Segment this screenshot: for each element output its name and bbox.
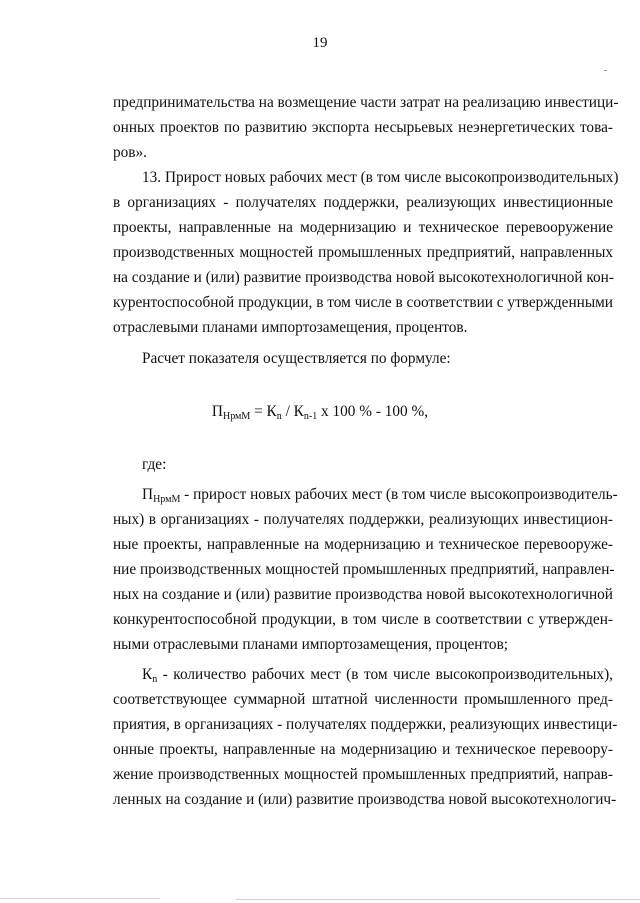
text-line: соответствующее суммарной штатной численности промышленного пред- bbox=[113, 691, 613, 708]
text-line: ных на создание и (или) развитие производства новой высокотехнологичной bbox=[113, 586, 613, 603]
text-line: курентоспособной продукции, в том числе в соответствии с утвержденными bbox=[113, 294, 613, 311]
definition-text: - количество рабочих мест (в том числе высокопроизводительных), bbox=[157, 666, 613, 683]
text-line: конкурентоспособной продукции, в том числе в соответствии с утвержден- bbox=[113, 611, 613, 628]
text-line: производственных мощностей промышленных предприятий, направленных bbox=[113, 244, 613, 261]
formula-sub-n-1: n-1 bbox=[303, 411, 318, 422]
text-line: онные проекты, направленные на модернизацию и техническое перевоору- bbox=[113, 741, 613, 758]
text-line: на создание и (или) развитие производства новой высокотехнологичной кон- bbox=[113, 269, 614, 286]
scan-edge bbox=[236, 899, 640, 900]
definition-symbol: К bbox=[142, 666, 153, 683]
scan-edge bbox=[0, 898, 160, 899]
text-line: ными отраслевыми планами импортозамещения, процентов; bbox=[113, 636, 509, 653]
definition-symbol-sub: n bbox=[152, 674, 158, 685]
text-line bbox=[142, 665, 613, 685]
formula-div: / К bbox=[281, 403, 304, 420]
formula-symbol-p: П bbox=[211, 403, 223, 420]
text-line: в организациях - получателях поддержки, реализующих инвестиционные bbox=[113, 194, 613, 211]
definition-text: - прирост новых рабочих мест (в том числе высокопроизводитель- bbox=[180, 486, 618, 503]
text-line: ров». bbox=[113, 144, 147, 161]
text-line: 13. Прирост новых рабочих мест (в том числе высокопроизводительных) bbox=[142, 169, 619, 186]
text-line: отраслевыми планами импортозамещения, процентов. bbox=[113, 319, 468, 336]
formula-rest: х 100 % - 100 %, bbox=[317, 403, 429, 420]
formula-sub-n: n bbox=[276, 411, 282, 422]
text-line: ных) в организациях - получателях поддержки, реализующих инвестицион- bbox=[113, 511, 613, 528]
text-line: предпринимательства на возмещение части затрат на реализацию инвестици- bbox=[113, 94, 619, 111]
text-line: ние производственных мощностей промышленных предприятий, направлен- bbox=[113, 561, 615, 578]
text-line: приятия, в организациях - получателях поддержки, реализующих инвестици- bbox=[113, 716, 618, 733]
formula-eq: = К bbox=[250, 403, 277, 420]
text-line: ные проекты, направленные на модернизацию и техническое перевооруже- bbox=[113, 536, 613, 553]
definition-symbol: П bbox=[142, 486, 154, 503]
text-line: жение производственных мощностей промышленных предприятий, направ- bbox=[113, 766, 613, 783]
formula bbox=[0, 402, 640, 422]
calc-line: Расчет показателя осуществляется по формуле: bbox=[142, 350, 451, 367]
page-number: 19 bbox=[312, 35, 328, 51]
scan-dot bbox=[604, 70, 607, 71]
text-line: проекты, направленные на модернизацию и техническое перевооружение bbox=[113, 219, 613, 236]
text-line bbox=[142, 485, 618, 505]
text-line: онных проектов по развитию экспорта несырьевых неэнергетических това- bbox=[113, 119, 613, 136]
text-line: ленных на создание и (или) развитие производства новой высокотехнологич- bbox=[113, 791, 617, 808]
formula-sub-nrmm: НрмМ bbox=[222, 411, 251, 422]
definition-symbol-sub: НрмМ bbox=[153, 494, 181, 505]
where-label: где: bbox=[142, 456, 167, 473]
